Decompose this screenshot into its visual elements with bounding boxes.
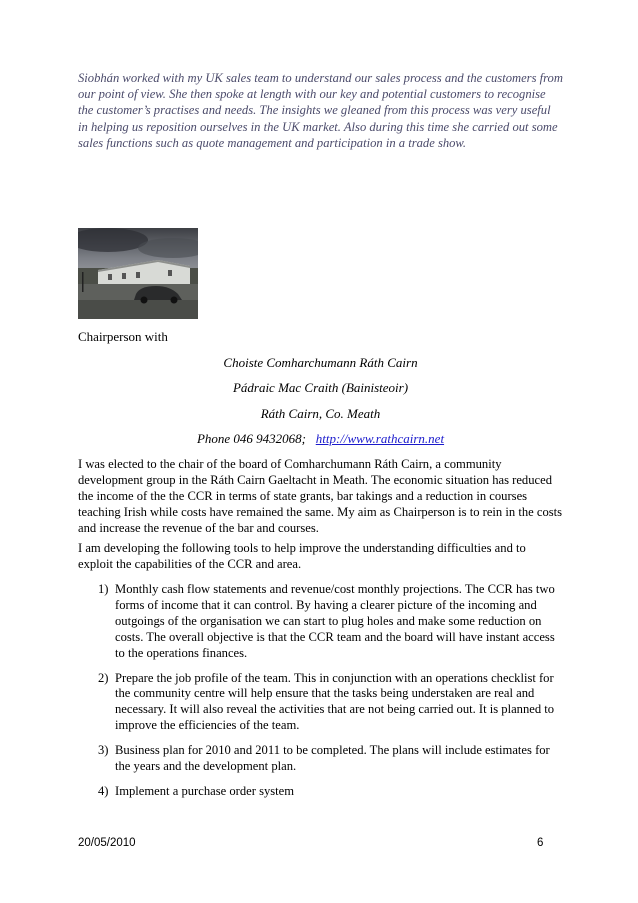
list-item-number: 1) — [98, 582, 109, 596]
list-item — [78, 582, 563, 662]
community-centre-photo — [78, 228, 198, 319]
page-number: 6 — [537, 837, 544, 849]
list-item-text: Implement a purchase order system — [115, 783, 295, 798]
list-item-text: Business plan for 2010 and 2011 to be completed. The plans will include estimates for the years and the development plan. — [115, 743, 550, 774]
list-item — [78, 743, 563, 775]
list-item-number: 4) — [98, 783, 109, 798]
paragraph-tools-intro: I am developing the following tools to help improve the understanding difficulties and to exploit the capabilities of the CCR and area. — [78, 541, 526, 571]
list-item-text: Monthly cash flow statements and revenue/cost monthly projections. The CCR has two forms of income that it can control. By having a clearer picture of the incoming and outgoings of the organisation we can start to plug holes and make some reduction on costs. The overall objective is that the CCR team and the board will have instant access to the operations finances. — [115, 582, 555, 660]
list-item-number: 2) — [98, 670, 109, 685]
org-address: Ráth Cairn, Co. Meath — [260, 406, 381, 421]
org-phone: Phone 046 9432068; — [196, 431, 306, 446]
list-item-number: 3) — [98, 743, 109, 758]
footer-date: 20/05/2010 — [78, 837, 136, 849]
list-item-text: Prepare the job profile of the team. This in conjunction with an operations checklist for the community centre will help ensure that the tasks being understaken are real and necessary. It will also reveal the activities that are not being carried out. It is planned to improve the efficiencies of the team. — [115, 670, 555, 733]
testimonial-text: Siobhán worked with my UK sales team to understand our sales process and the customers from our point of view. She then spoke at length with our key and potential customers to recognise the customer’s practises and needs. The insights we gleaned from this process was very useful in helping us reposition ourselves in the UK market. Also during this time she carried out some sales functions such as quote management and participation in a trade show. — [78, 71, 563, 150]
list-item — [78, 784, 563, 800]
role-label: Chairperson with — [78, 329, 168, 344]
org-name: Choiste Comharchumann Ráth Cairn — [223, 355, 418, 370]
list-item — [78, 671, 563, 735]
org-phone-line — [78, 431, 563, 447]
tools-list — [78, 582, 563, 809]
org-contact: Pádraic Mac Craith (Bainisteoir) — [232, 380, 409, 395]
org-website-link[interactable]: http://www.rathcairn.net — [315, 431, 445, 446]
paragraph-chair: I was elected to the chair of the board of Comharchumann Ráth Cairn, a community development group in the Ráth Cairn Gaeltacht in Meath. The economic situation has reduced the income of the the CCR in terms of state grants, bar takings and a reduction in courses teaching Irish while costs have remained the same. My aim as Chairperson is to rein in the costs and increase the revenue of the bar and courses. — [78, 457, 563, 535]
